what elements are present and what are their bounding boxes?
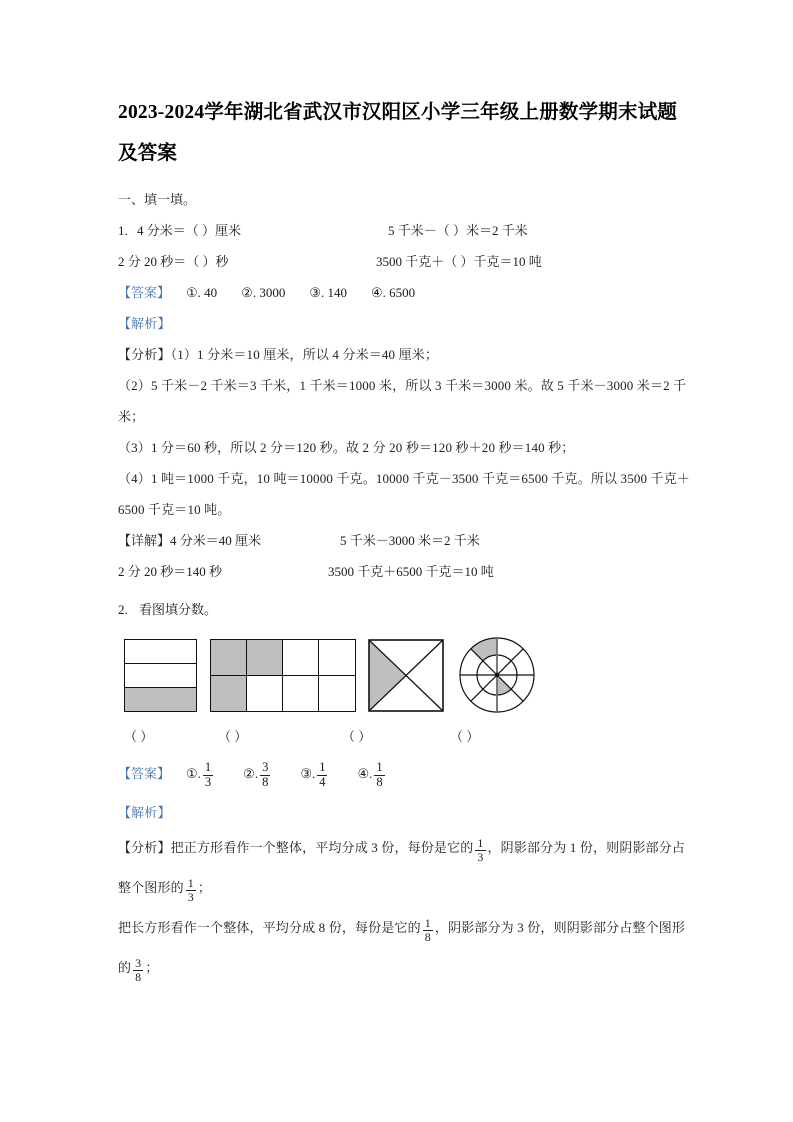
question-2-blanks-row (118, 723, 690, 751)
analysis-label-q2: 【分析】 (118, 840, 171, 855)
answer-marker-q2-4: ④. (357, 766, 373, 781)
fraction-denominator: 4 (319, 774, 326, 789)
fraction-denominator: 3 (187, 889, 194, 904)
detail-label: 【详解】 (118, 533, 171, 548)
detail-text-3: 2 分 20 秒＝140 秒 (118, 564, 223, 579)
q2-analysis-text-2a: 把长方形看作一个整体，平均分成 8 份，每份是它的 (118, 920, 421, 935)
answer-item-q2-1 (186, 754, 215, 794)
fraction-denominator: 8 (376, 774, 383, 789)
fraction-denominator: 8 (135, 969, 142, 984)
fraction-denominator: 8 (262, 774, 269, 789)
question-1-blank-2: 5 千米－（ ）米＝2 千米 (388, 223, 528, 238)
answer-label: 【答案】 (118, 285, 171, 300)
fraction-numerator: 1 (477, 835, 484, 850)
answer-marker-4: ④. (370, 285, 386, 300)
answer-marker-q2-3: ③. (300, 766, 316, 781)
q2-analysis-text-1b: ，阴影部分为 1 份，则阴影部分占整个图形的 (118, 840, 686, 895)
fraction-denominator: 3 (477, 849, 484, 864)
detail-line-2 (118, 556, 690, 587)
question-1-number: 1. (118, 223, 128, 238)
answer-value-3: 140 (327, 285, 347, 300)
answer-fraction-q2-2 (260, 761, 270, 789)
answer-item-1 (186, 277, 217, 308)
detail-text-4: 3500 千克＋6500 千克＝10 吨 (328, 564, 494, 579)
figure-2-cell-3 (283, 640, 319, 676)
answer-fraction-q2-1 (203, 761, 213, 789)
answer-item-q2-4 (357, 754, 386, 794)
figure-2-cell-5-shaded (211, 676, 247, 712)
figure-square-diagonals (368, 639, 444, 712)
answer-marker-q2-2: ②. (243, 766, 259, 781)
answer-item-2 (241, 277, 285, 308)
page-title: 2023-2024学年湖北省武汉市汉阳区小学三年级上册数学期末试题及答案 (118, 102, 678, 164)
q2-inline-fraction-1 (475, 837, 485, 864)
figure-2-cell-7 (283, 676, 319, 712)
answer-value-4: 6500 (389, 285, 416, 300)
figure-2-cell-2-shaded (247, 640, 283, 676)
document-content (118, 92, 690, 988)
figure-4-center-dot (495, 673, 499, 677)
figure-3-shaded-triangle (369, 640, 406, 711)
question-1-blank-3: 2 分 20 秒＝（ ）秒 (118, 254, 229, 269)
analysis-line-1 (118, 339, 690, 370)
analysis-label-q1: 【分析】 (118, 347, 171, 362)
figure-1-row-2 (125, 664, 196, 688)
question-1-blank-1: 4 分米＝（ ）厘米 (137, 223, 242, 238)
analysis-line-4: （4）1 吨＝1000 千克，10 吨＝10000 千克。10000 千克－3500 千克＝6500 千克。所以 3500 千克＋6500 千克＝10 吨。 (118, 471, 690, 517)
question-1-line-1 (118, 215, 690, 246)
figure-circle-rings (456, 634, 538, 716)
detail-text-1: 4 分米＝40 厘米 (170, 533, 262, 548)
analysis-line-2: （2）5 千米－2 千米＝3 千米，1 千米＝1000 米，所以 3 千米＝3000 米。故 5 千米－3000 米＝2 千米； (118, 378, 687, 424)
q2-analysis-text-1a: 把正方形看作一个整体，平均分成 3 份，每份是它的 (170, 840, 474, 855)
answer-item-q2-3 (300, 754, 329, 794)
section-heading-fill-in: 一、填一填。 (118, 192, 197, 207)
question-2-analysis-paragraph-1 (118, 828, 690, 908)
question-2-answer-row (118, 751, 690, 797)
question-2-figures (118, 631, 690, 723)
question-2-blank-2: （ ） (218, 729, 248, 744)
answer-item-q2-2 (243, 754, 272, 794)
question-1-answer-row (118, 277, 690, 308)
analysis-text-1: （1）1 分米＝10 厘米，所以 4 分米＝40 厘米； (170, 347, 439, 362)
figure-1-row-3-shaded (125, 688, 196, 711)
question-2-line (118, 594, 690, 625)
q2-analysis-text-1c: ； (197, 880, 212, 895)
fraction-denominator: 3 (204, 774, 212, 789)
answer-marker-2: ②. (241, 285, 257, 300)
question-2-blank-4: （ ） (450, 729, 480, 744)
detail-text-2: 5 千米－3000 米＝2 千米 (340, 533, 480, 548)
fraction-numerator: 1 (319, 760, 326, 774)
explain-label-q1: 【解析】 (118, 316, 171, 331)
q2-inline-fraction-3 (423, 917, 433, 944)
answer-fraction-q2-3 (317, 761, 327, 789)
fraction-numerator: 1 (204, 760, 212, 774)
q2-analysis-text-2c: ； (145, 960, 159, 975)
analysis-line-3: （3）1 分＝60 秒，所以 2 分＝120 秒。故 2 分 20 秒＝120 秒＋20 秒＝140 秒； (118, 440, 575, 455)
explain-label-q2: 【解析】 (118, 805, 171, 820)
answer-fraction-q2-4 (374, 761, 384, 789)
figure-2-cell-1-shaded (211, 640, 247, 676)
figure-3-svg (368, 639, 444, 712)
answer-value-2: 3000 (259, 285, 286, 300)
fraction-numerator: 1 (424, 915, 431, 930)
q2-inline-fraction-4 (133, 957, 143, 984)
figure-square-thirds (124, 639, 197, 712)
answer-marker-3: ③. (309, 285, 325, 300)
question-1-line-2 (118, 246, 690, 277)
question-2-blank-3: （ ） (342, 729, 372, 744)
figure-rectangle-eighths (210, 639, 356, 712)
fraction-denominator: 8 (424, 929, 431, 944)
question-2-analysis-paragraph-2 (118, 908, 690, 988)
fraction-numerator: 1 (187, 875, 194, 890)
figure-2-cell-8 (319, 676, 355, 712)
answer-item-3 (309, 277, 347, 308)
question-2-blank-1: （ ） (124, 729, 154, 744)
fraction-numerator: 3 (135, 955, 142, 970)
figure-2-cell-6 (247, 676, 283, 712)
question-1-blank-4: 3500 千克＋（ ）千克＝10 吨 (376, 254, 542, 269)
answer-marker-q2-1: ①. (186, 766, 201, 781)
answer-label-q2: 【答案】 (118, 766, 171, 781)
figure-1-row-1 (125, 640, 196, 664)
question-2-number: 2. (118, 602, 128, 617)
figure-4-svg (456, 634, 538, 716)
figure-2-cell-4 (319, 640, 355, 676)
fraction-numerator: 1 (376, 760, 383, 774)
answer-marker-1: ①. (186, 285, 201, 300)
q2-inline-fraction-2 (186, 877, 196, 904)
q2-analysis-text-2b: ，阴影部分为 3 份，则阴影部分占整个图形的 (118, 920, 686, 975)
answer-item-4 (371, 277, 415, 308)
detail-line-1 (118, 525, 690, 556)
question-2-prompt: 看图填分数。 (139, 602, 218, 617)
answer-value-1: 40 (204, 285, 218, 300)
fraction-numerator: 3 (262, 760, 269, 774)
